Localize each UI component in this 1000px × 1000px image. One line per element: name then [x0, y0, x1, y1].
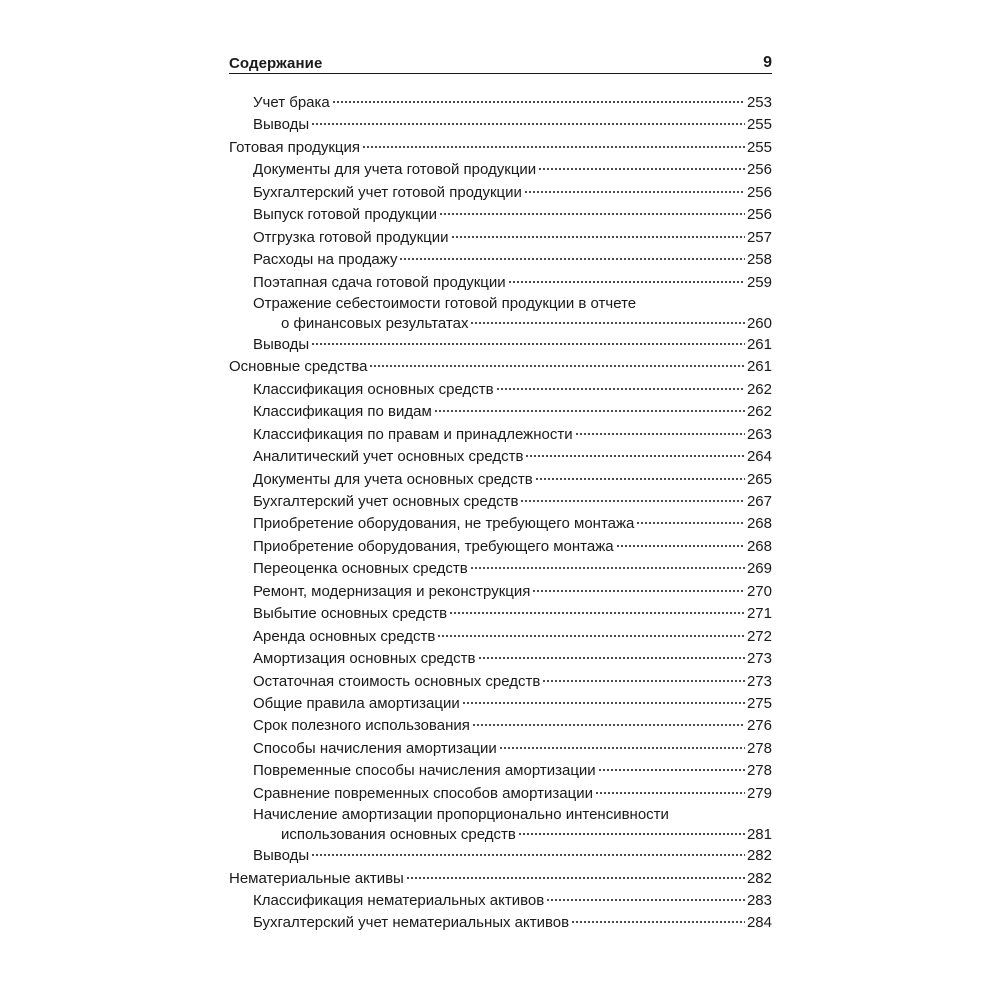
dot-leader: [575, 433, 745, 435]
toc-subsection-entry[interactable]: [229, 182, 772, 204]
toc-entry-row: [229, 868, 772, 890]
dot-leader: [462, 702, 745, 704]
toc-entry-page: 258: [746, 251, 772, 269]
toc-entry-row: [253, 783, 772, 805]
toc-entry-title: Выпуск готовой продукции: [253, 206, 437, 224]
toc-entry-row: [253, 626, 772, 648]
running-header: [229, 52, 772, 74]
toc-entry-row: [253, 491, 772, 513]
toc-entry-row: [253, 890, 772, 912]
toc-subsection-entry[interactable]: [229, 469, 772, 491]
toc-entry-row: [253, 114, 772, 136]
toc-subsection-entry[interactable]: [229, 272, 772, 294]
toc-entry-page: 265: [746, 470, 772, 488]
toc-subsection-entry[interactable]: [229, 648, 772, 670]
toc-entry-page: 281: [746, 826, 772, 844]
dot-leader: [311, 854, 745, 856]
dot-leader: [311, 343, 745, 345]
toc-entry-page: 256: [746, 183, 772, 201]
toc-entry-row: [253, 446, 772, 468]
toc-subsection-entry[interactable]: [229, 760, 772, 782]
page-number: 9: [763, 54, 772, 71]
toc-entry-page: 260: [746, 314, 772, 332]
toc-entry-page: 283: [746, 892, 772, 909]
toc-entry-page: 261: [746, 358, 772, 376]
toc-entry-page: 273: [746, 672, 772, 690]
dot-leader: [546, 899, 745, 901]
toc-entry-title: Способы начисления амортизации: [253, 739, 497, 757]
dot-leader: [451, 236, 745, 238]
toc-subsection-entry[interactable]: [229, 204, 772, 226]
toc-entry-page: 270: [746, 582, 772, 600]
toc-entry-title: Готовая продукция: [229, 138, 360, 156]
toc-entry-title: Аналитический учет основных средств: [253, 448, 524, 466]
toc-entry-title-line1: Отражение себестоимости готовой продукции в отчете: [253, 294, 637, 312]
toc-entry-title: Выбытие основных средств: [253, 605, 448, 623]
toc-entry-row: [253, 536, 772, 558]
toc-subsection-entry[interactable]: [229, 513, 772, 535]
book-page: [229, 52, 772, 935]
toc-entry-title: Учет брака: [253, 94, 330, 111]
toc-subsection-entry[interactable]: [229, 671, 772, 693]
dot-leader: [449, 612, 745, 614]
dot-leader: [538, 168, 745, 170]
toc-entry-page: 284: [746, 914, 772, 932]
toc-entry-page: 255: [746, 116, 772, 134]
toc-entry-title: Классификация основных средств: [253, 380, 494, 398]
toc-entry-row: [253, 249, 772, 271]
toc-entry-row: [253, 581, 772, 603]
toc-entry-title: Остаточная стоимость основных средств: [253, 672, 541, 690]
toc-subsection-entry[interactable]: [229, 890, 772, 912]
toc-entry-page: 262: [746, 380, 772, 398]
toc-entry-title: Документы для учета готовой продукции: [253, 161, 537, 179]
dot-leader: [499, 747, 745, 749]
toc-subsection-entry[interactable]: [229, 912, 772, 934]
toc-subsection-entry[interactable]: [229, 845, 772, 867]
toc-entry-page: 278: [746, 762, 772, 780]
toc-subsection-entry[interactable]: [229, 715, 772, 737]
toc-entry-title: Бухгалтерский учет нематериальных активов: [253, 914, 570, 932]
toc-subsection-entry[interactable]: [229, 114, 772, 136]
toc-entry-row: [253, 227, 772, 249]
toc-entry-title: Классификация нематериальных активов: [253, 892, 545, 909]
toc-entry-page: 269: [746, 560, 772, 578]
toc-entry-row: [253, 558, 772, 580]
toc-subsection-entry[interactable]: [229, 805, 772, 845]
toc-entry-row: [253, 912, 772, 934]
dot-leader: [598, 769, 745, 771]
toc-subsection-entry[interactable]: [229, 738, 772, 760]
toc-entry-title: Срок полезного использования: [253, 717, 470, 735]
toc-entry-title: Выводы: [253, 335, 310, 353]
toc-entry-page: 268: [746, 515, 772, 533]
toc-entry-title: Отгрузка готовой продукции: [253, 228, 449, 246]
toc-entry-title: Нематериальные активы: [229, 869, 404, 887]
toc-entry-row: [253, 671, 772, 693]
toc-section-entry[interactable]: [229, 356, 772, 378]
toc-subsection-entry[interactable]: [229, 379, 772, 401]
toc-entry-page: 276: [746, 717, 772, 735]
toc-entry-title: Аренда основных средств: [253, 627, 436, 645]
dot-leader: [434, 410, 745, 412]
toc-entry-row: [253, 159, 772, 181]
toc-entry-title: Бухгалтерский учет основных средств: [253, 493, 519, 510]
dot-leader: [470, 567, 745, 569]
toc-entry-row: [253, 693, 772, 715]
toc-entry-page: 272: [746, 627, 772, 645]
toc-entry-title: Классификация по видам: [253, 403, 432, 421]
toc-subsection-entry[interactable]: [229, 401, 772, 423]
dot-leader: [520, 500, 745, 502]
toc-entry-page: 282: [746, 869, 772, 887]
toc-subsection-entry[interactable]: [229, 249, 772, 271]
toc-entry-row: [253, 401, 772, 423]
toc-section-entry[interactable]: [229, 137, 772, 159]
dot-leader: [470, 322, 745, 324]
toc-subsection-entry[interactable]: [229, 536, 772, 558]
toc-entry-row: [253, 469, 772, 491]
toc-entry-row: [253, 92, 772, 114]
dot-leader: [616, 545, 745, 547]
toc-entry-row: [253, 334, 772, 356]
toc-entry-page: 262: [746, 403, 772, 421]
toc-entry-row: [253, 513, 772, 535]
dot-leader: [508, 281, 745, 283]
toc-entry-row: [253, 379, 772, 401]
toc-entry-title: Ремонт, модернизация и реконструкция: [253, 582, 531, 600]
toc-entry-title: Расходы на продажу: [253, 251, 398, 269]
dot-leader: [535, 478, 745, 480]
toc-entry-title: Выводы: [253, 116, 310, 134]
toc-subsection-entry[interactable]: [229, 159, 772, 181]
dot-leader: [524, 191, 745, 193]
dot-leader: [406, 877, 745, 879]
dot-leader: [542, 680, 745, 682]
toc-entry-page: 268: [746, 537, 772, 555]
toc-entry-title: Документы для учета основных средств: [253, 470, 533, 488]
toc-subsection-entry[interactable]: [229, 603, 772, 625]
toc-entry-title: Выводы: [253, 847, 310, 865]
toc-subsection-entry[interactable]: [229, 334, 772, 356]
toc-entry-page: 279: [746, 784, 772, 802]
toc-entry-title: Основные средства: [229, 358, 368, 376]
toc-entry-title: Приобретение оборудования, требующего монтажа: [253, 537, 614, 555]
toc-entry-title: Амортизация основных средств: [253, 650, 476, 668]
toc-subsection-entry[interactable]: [229, 581, 772, 603]
dot-leader: [332, 101, 745, 103]
toc-entry-row: [253, 760, 772, 782]
toc-entry-page: 264: [746, 448, 772, 466]
toc-entry-title: Поэтапная сдача готовой продукции: [253, 273, 506, 291]
toc-entry-page: 275: [746, 694, 772, 712]
dot-leader: [311, 123, 745, 125]
dot-leader: [571, 921, 745, 923]
running-header-title: Содержание: [229, 55, 323, 72]
dot-leader: [595, 792, 745, 794]
toc-entry-page: 271: [746, 605, 772, 623]
toc-entry-page: 253: [746, 94, 772, 111]
toc-entry-page: 282: [746, 847, 772, 865]
toc-entry-page: 267: [746, 493, 772, 510]
toc-entry-page: 256: [746, 161, 772, 179]
dot-leader: [496, 388, 745, 390]
toc-entry-row: [229, 356, 772, 378]
toc-entry-row: [253, 424, 772, 446]
toc-entry-row: [253, 738, 772, 760]
toc-entry-page: 257: [746, 228, 772, 246]
toc-entry-page: 256: [746, 206, 772, 224]
toc-entry-page: 259: [746, 273, 772, 291]
toc-entry-title: Приобретение оборудования, не требующего монтажа: [253, 515, 635, 533]
toc-section-entry[interactable]: [229, 868, 772, 890]
toc-subsection-entry[interactable]: [229, 446, 772, 468]
toc-entry-page: 261: [746, 335, 772, 353]
toc-subsection-entry[interactable]: [229, 626, 772, 648]
toc-subsection-entry[interactable]: [229, 491, 772, 513]
toc-entry-row: [229, 137, 772, 159]
toc-entry-title: Сравнение повременных способов амортизации: [253, 784, 593, 802]
toc-entry-title: Переоценка основных средств: [253, 560, 468, 578]
dot-leader: [532, 590, 745, 592]
toc-entry-title: Бухгалтерский учет готовой продукции: [253, 183, 522, 201]
dot-leader: [472, 724, 745, 726]
dot-leader: [362, 146, 745, 148]
toc-subsection-entry[interactable]: [229, 783, 772, 805]
dot-leader: [399, 258, 745, 260]
toc-entry-title: Общие правила амортизации: [253, 694, 460, 712]
dot-leader: [369, 365, 745, 367]
dot-leader: [525, 455, 745, 457]
toc-entry-row: [253, 182, 772, 204]
toc-entry-row: [253, 314, 772, 334]
dot-leader: [518, 833, 745, 835]
toc-entry-page: 255: [746, 138, 772, 156]
dot-leader: [437, 635, 745, 637]
dot-leader: [636, 522, 745, 524]
toc-entry-page: 273: [746, 650, 772, 668]
toc-subsection-entry[interactable]: [229, 294, 772, 334]
toc-entry-row: [253, 204, 772, 226]
toc-entry-row: [253, 272, 772, 294]
toc-entry-title: использования основных средств: [281, 826, 516, 844]
toc-entry-row: [253, 825, 772, 845]
toc-entry-title: о финансовых результатах: [281, 314, 469, 332]
toc-entry-page: 263: [746, 425, 772, 443]
toc-entry-row: [253, 715, 772, 737]
toc-entry-page: 278: [746, 739, 772, 757]
table-of-contents: [229, 92, 772, 935]
toc-entry-row: [253, 845, 772, 867]
dot-leader: [478, 657, 745, 659]
toc-entry-title-line1: Начисление амортизации пропорционально интенсивности: [253, 806, 669, 824]
toc-entry-row: [253, 603, 772, 625]
toc-subsection-entry[interactable]: [229, 92, 772, 114]
toc-subsection-entry[interactable]: [229, 424, 772, 446]
toc-subsection-entry[interactable]: [229, 693, 772, 715]
toc-subsection-entry[interactable]: [229, 558, 772, 580]
toc-entry-row: [253, 648, 772, 670]
dot-leader: [439, 213, 745, 215]
toc-entry-title: Классификация по правам и принадлежности: [253, 425, 573, 443]
toc-subsection-entry[interactable]: [229, 227, 772, 249]
toc-entry-title: Повременные способы начисления амортизации: [253, 762, 596, 780]
